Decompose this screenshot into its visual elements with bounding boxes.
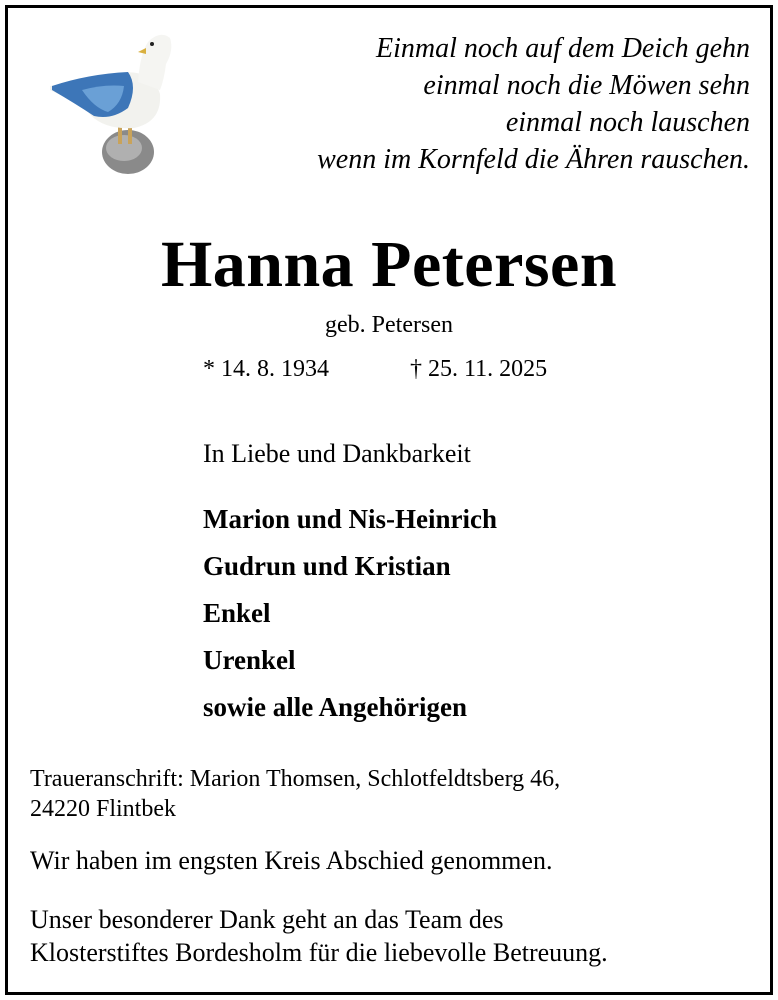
thanks-line: Unser besonderer Dank geht an das Team des xyxy=(30,905,504,934)
mourning-address xyxy=(30,764,560,824)
address-line: Traueranschrift: Marion Thomsen, Schlotfeldtsberg 46, xyxy=(30,766,561,792)
family-member: Marion und Nis-Heinrich xyxy=(203,504,498,534)
poem-line: einmal noch lauschen xyxy=(505,107,750,138)
deceased-name: Hanna Petersen xyxy=(160,228,618,301)
poem-line: einmal noch die Möwen sehn xyxy=(423,70,750,101)
thanks-line: Klosterstiftes Bordesholm für die liebevolle Betreuung. xyxy=(30,938,608,967)
poem-line: wenn im Kornfeld die Ähren rauschen. xyxy=(317,144,750,175)
thanks-text xyxy=(30,903,608,969)
maiden-name: geb. Petersen xyxy=(325,312,453,338)
poem xyxy=(317,30,750,178)
birth-date: * 14. 8. 1934 xyxy=(203,356,329,382)
death-date: † 25. 11. 2025 xyxy=(410,356,548,382)
family-member: Enkel xyxy=(203,598,271,628)
family-member: Gudrun und Kristian xyxy=(203,551,451,581)
family-member: Urenkel xyxy=(203,645,296,675)
address-line: 24220 Flintbek xyxy=(30,796,177,822)
poem-line: Einmal noch auf dem Deich gehn xyxy=(375,33,750,64)
family-list xyxy=(203,503,497,738)
intro-text: In Liebe und Dankbarkeit xyxy=(203,439,471,468)
family-member: sowie alle Angehörigen xyxy=(203,692,467,722)
seagull-figurine-icon xyxy=(42,24,182,179)
farewell-text: Wir haben im engsten Kreis Abschied genommen. xyxy=(30,846,553,875)
